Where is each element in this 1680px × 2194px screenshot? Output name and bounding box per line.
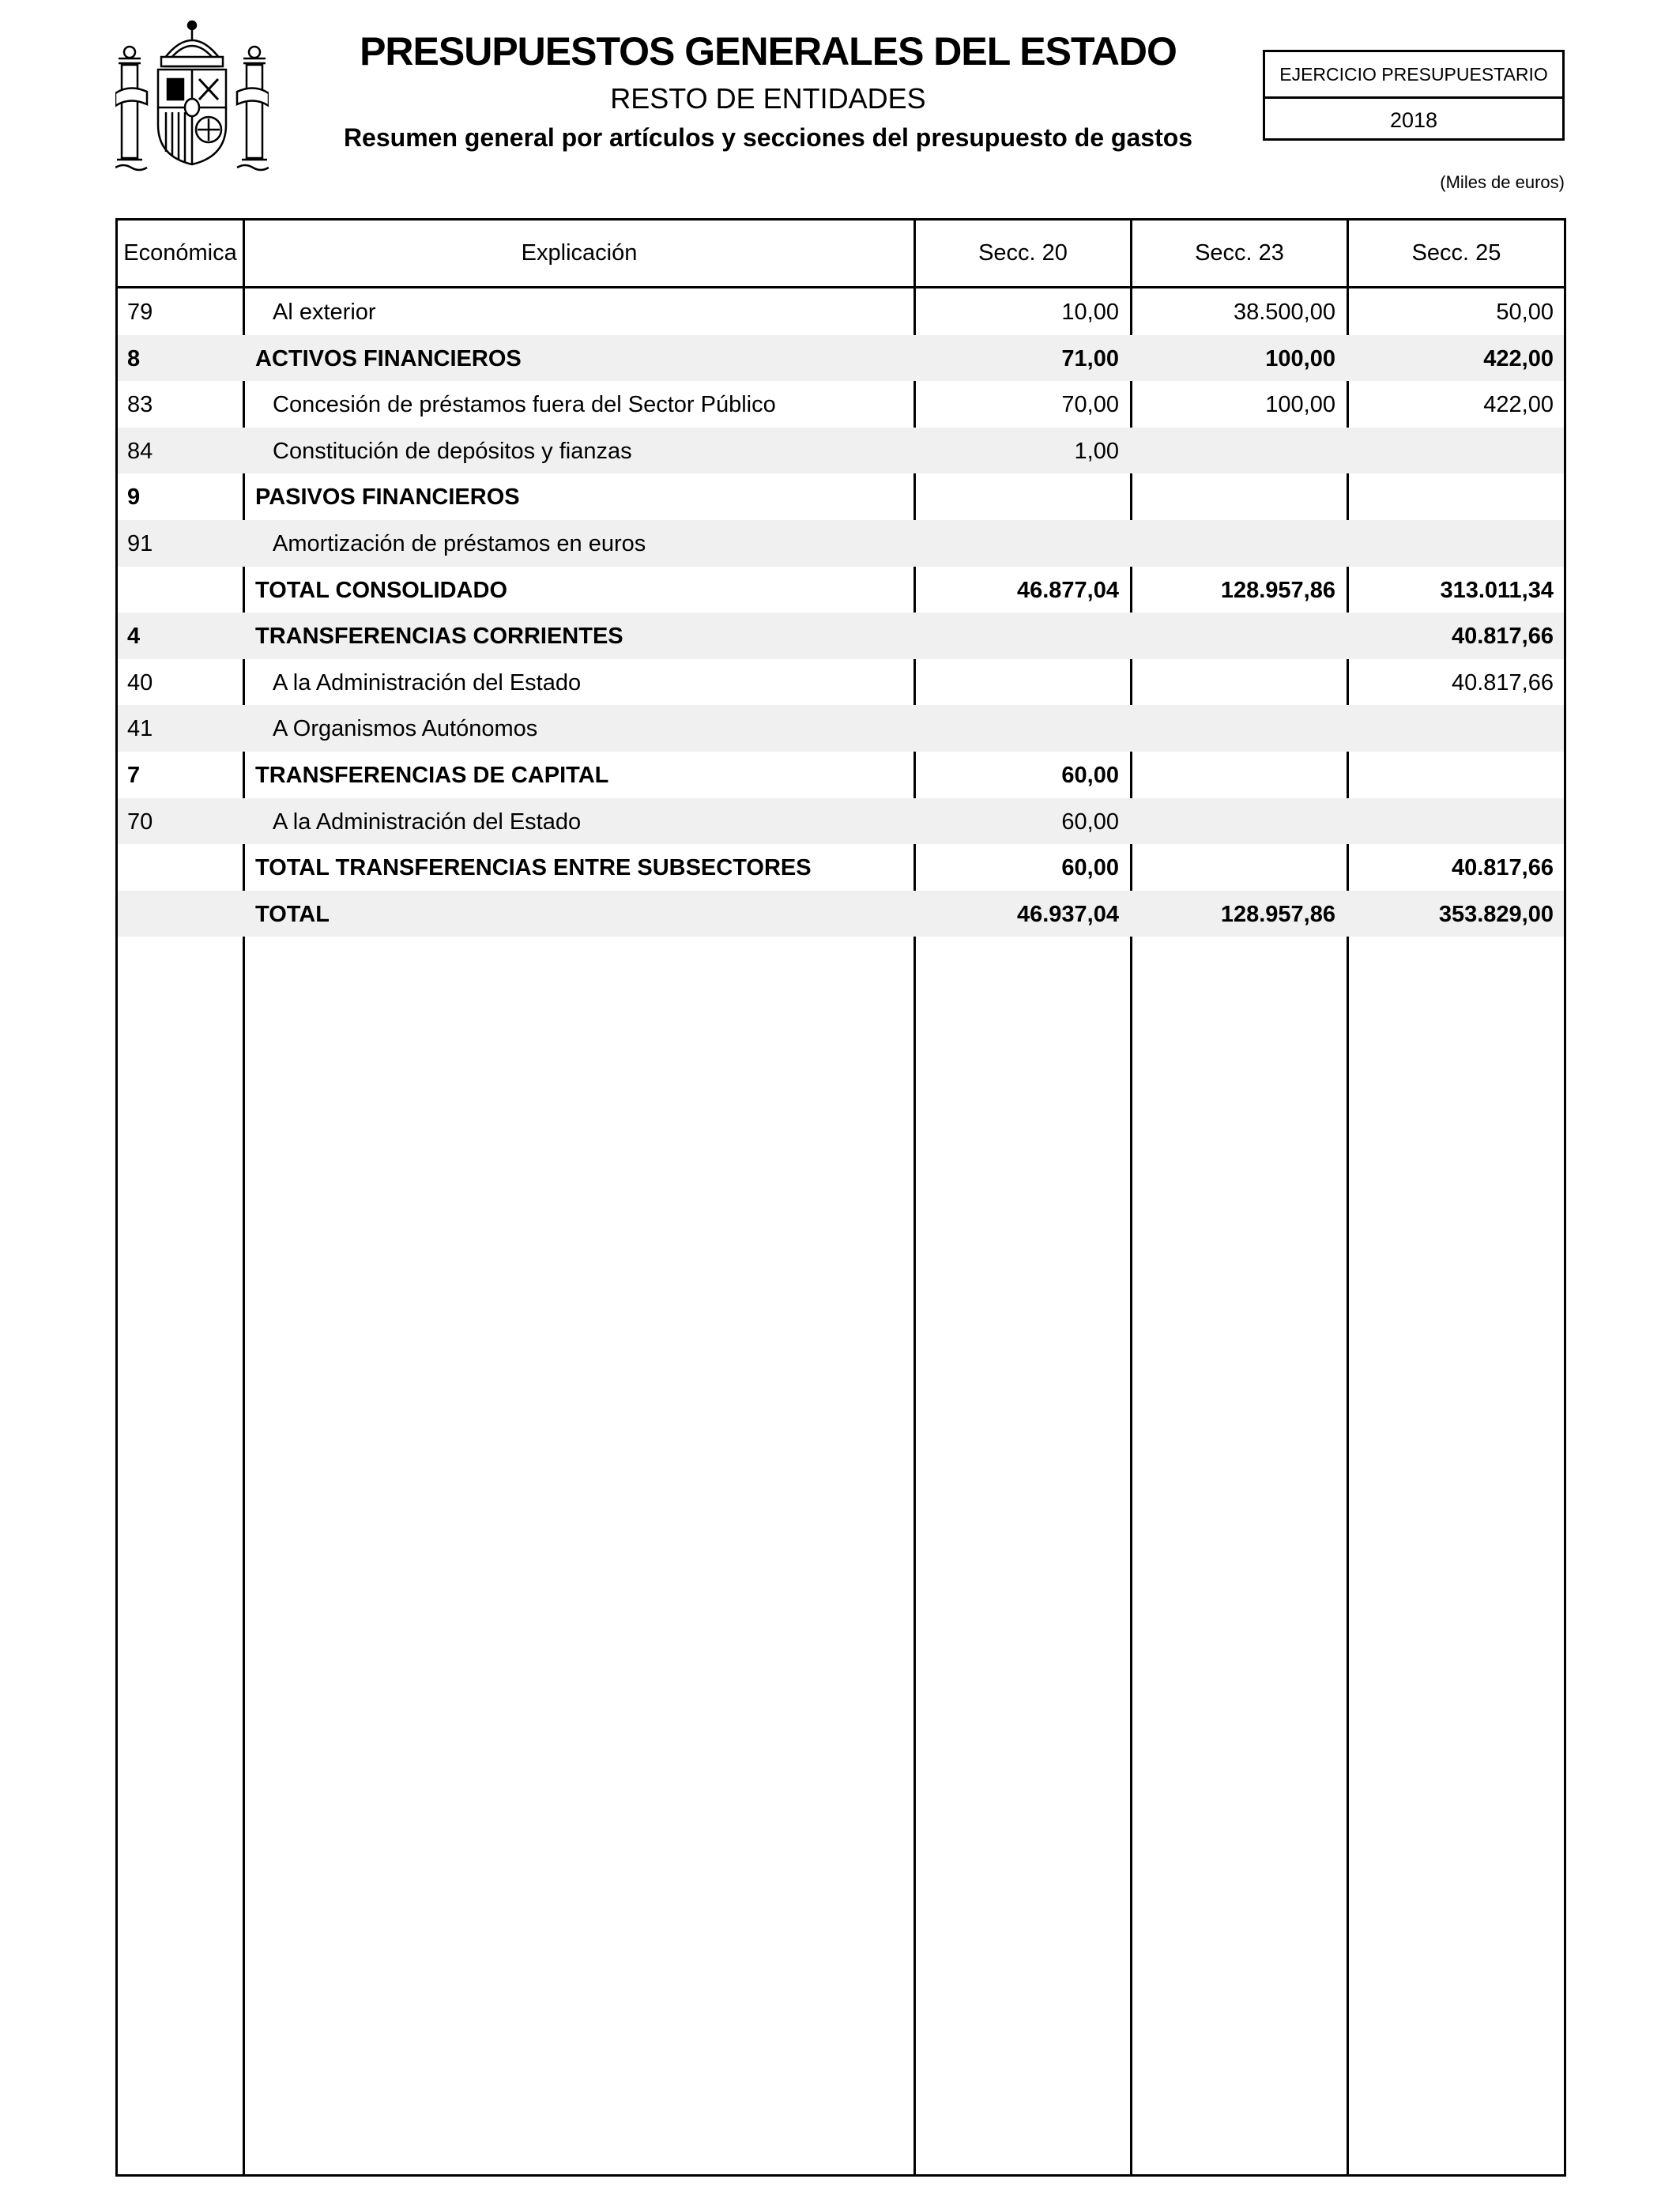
- cell-secc-25: [1351, 473, 1554, 520]
- cell-secc-23: 128.957,86: [1220, 901, 1335, 927]
- cell-secc-20: [918, 659, 1119, 706]
- cell-secc-25: 313.011,34: [1440, 577, 1554, 603]
- column-header-secc-25: Secc. 25: [1411, 240, 1501, 266]
- cell-explicacion: A la Administración del Estado: [273, 809, 582, 835]
- cell-code: [127, 891, 238, 937]
- table-row: [118, 473, 1564, 520]
- cell-secc-23: [1135, 473, 1335, 520]
- table-row: [118, 705, 1564, 752]
- table-row: [118, 428, 1564, 474]
- cell-explicacion: Concesión de préstamos fuera del Sector Público: [273, 392, 776, 418]
- table-row: [118, 381, 1564, 428]
- cell-secc-25: 50,00: [1496, 300, 1554, 325]
- table-row: [118, 613, 1564, 659]
- table-row: [118, 752, 1564, 798]
- column-header-economica: Económica: [123, 240, 237, 266]
- cell-code: 41: [127, 716, 153, 742]
- cell-explicacion: TOTAL CONSOLIDADO: [255, 577, 507, 603]
- cell-secc-23: 100,00: [1265, 392, 1335, 418]
- exercise-box: [1263, 50, 1565, 141]
- table-row: [118, 798, 1564, 845]
- cell-explicacion: Amortización de préstamos en euros: [273, 530, 646, 556]
- coat-of-arms-icon: [115, 17, 269, 175]
- column-header-secc-23: Secc. 23: [1195, 240, 1284, 266]
- cell-secc-25: [1351, 798, 1554, 845]
- table-row: [118, 288, 1564, 335]
- cell-secc-20: 60,00: [1061, 809, 1119, 835]
- cell-code: 40: [127, 669, 153, 696]
- cell-secc-25: 40.817,66: [1451, 669, 1554, 696]
- table-row: [118, 844, 1564, 891]
- cell-explicacion: PASIVOS FINANCIEROS: [255, 484, 520, 511]
- exercise-label: EJERCICIO PRESUPUESTARIO: [1265, 52, 1562, 99]
- cell-secc-20: 10,00: [1061, 300, 1119, 325]
- cell-secc-20: 60,00: [1061, 855, 1119, 881]
- cell-secc-25: 40.817,66: [1451, 624, 1554, 650]
- cell-explicacion: A Organismos Autónomos: [273, 716, 538, 742]
- cell-secc-20: [918, 705, 1119, 752]
- table-row: [118, 891, 1564, 937]
- cell-secc-23: [1135, 798, 1335, 845]
- cell-secc-25: 353.829,00: [1438, 901, 1554, 927]
- cell-secc-23: 38.500,00: [1233, 300, 1335, 325]
- cell-code: [127, 844, 238, 891]
- cell-secc-23: [1135, 613, 1335, 659]
- cell-secc-20: [918, 473, 1119, 520]
- cell-secc-23: [1135, 705, 1335, 752]
- cell-explicacion: TRANSFERENCIAS CORRIENTES: [255, 624, 623, 650]
- cell-secc-25: [1351, 705, 1554, 752]
- table-header: [118, 221, 1564, 288]
- cell-code: 83: [127, 392, 153, 418]
- cell-secc-20: 46.937,04: [1016, 901, 1119, 927]
- cell-secc-20: 1,00: [1074, 438, 1119, 464]
- cell-explicacion: A la Administración del Estado: [273, 669, 582, 696]
- cell-code: 7: [127, 762, 141, 788]
- table-body: [118, 288, 1564, 937]
- cell-secc-20: [918, 613, 1119, 659]
- cell-secc-23: 128.957,86: [1220, 577, 1335, 603]
- column-header-secc-20: Secc. 20: [978, 240, 1068, 266]
- cell-explicacion: TOTAL: [255, 901, 330, 927]
- page-description: Resumen general por artículos y secciones del presupuesto de gastos: [343, 123, 1193, 152]
- cell-explicacion: Constitución de depósitos y fianzas: [273, 438, 632, 464]
- cell-secc-20: [918, 520, 1119, 567]
- page-subtitle: RESTO DE ENTIDADES: [610, 82, 926, 115]
- cell-code: 9: [127, 484, 141, 511]
- cell-code: 8: [127, 345, 141, 371]
- cell-code: 91: [127, 530, 153, 556]
- cell-secc-23: [1135, 752, 1335, 798]
- column-header-explicacion: Explicación: [521, 240, 638, 266]
- cell-secc-25: [1351, 520, 1554, 567]
- cell-secc-25: 40.817,66: [1451, 855, 1554, 881]
- cell-secc-23: 100,00: [1265, 345, 1335, 371]
- cell-secc-25: 422,00: [1483, 345, 1554, 371]
- table-row: [118, 659, 1564, 706]
- cell-secc-23: [1135, 428, 1335, 474]
- table-row: [118, 335, 1564, 382]
- cell-secc-20: 46.877,04: [1016, 577, 1119, 603]
- cell-explicacion: TRANSFERENCIAS DE CAPITAL: [255, 762, 609, 788]
- cell-secc-23: [1135, 520, 1335, 567]
- table-row: [118, 520, 1564, 567]
- cell-code: [127, 567, 238, 613]
- cell-code: 4: [127, 624, 141, 650]
- cell-explicacion: TOTAL TRANSFERENCIAS ENTRE SUBSECTORES: [255, 855, 812, 881]
- cell-code: 70: [127, 809, 153, 835]
- cell-secc-23: [1135, 844, 1335, 891]
- cell-secc-23: [1135, 659, 1335, 706]
- cell-secc-20: 70,00: [1061, 392, 1119, 418]
- exercise-year: 2018: [1389, 108, 1438, 132]
- units-note: (Miles de euros): [1440, 172, 1565, 192]
- cell-code: 79: [127, 300, 153, 325]
- cell-explicacion: ACTIVOS FINANCIEROS: [255, 345, 522, 371]
- cell-code: 84: [127, 438, 153, 464]
- table-row: [118, 567, 1564, 613]
- budget-table: [115, 218, 1566, 2177]
- cell-explicacion: Al exterior: [273, 300, 376, 325]
- cell-secc-25: [1351, 428, 1554, 474]
- cell-secc-20: 60,00: [1061, 762, 1119, 788]
- cell-secc-20: 71,00: [1061, 345, 1119, 371]
- cell-secc-25: [1351, 752, 1554, 798]
- page-title: PRESUPUESTOS GENERALES DEL ESTADO: [360, 29, 1177, 74]
- cell-secc-25: 422,00: [1483, 392, 1554, 418]
